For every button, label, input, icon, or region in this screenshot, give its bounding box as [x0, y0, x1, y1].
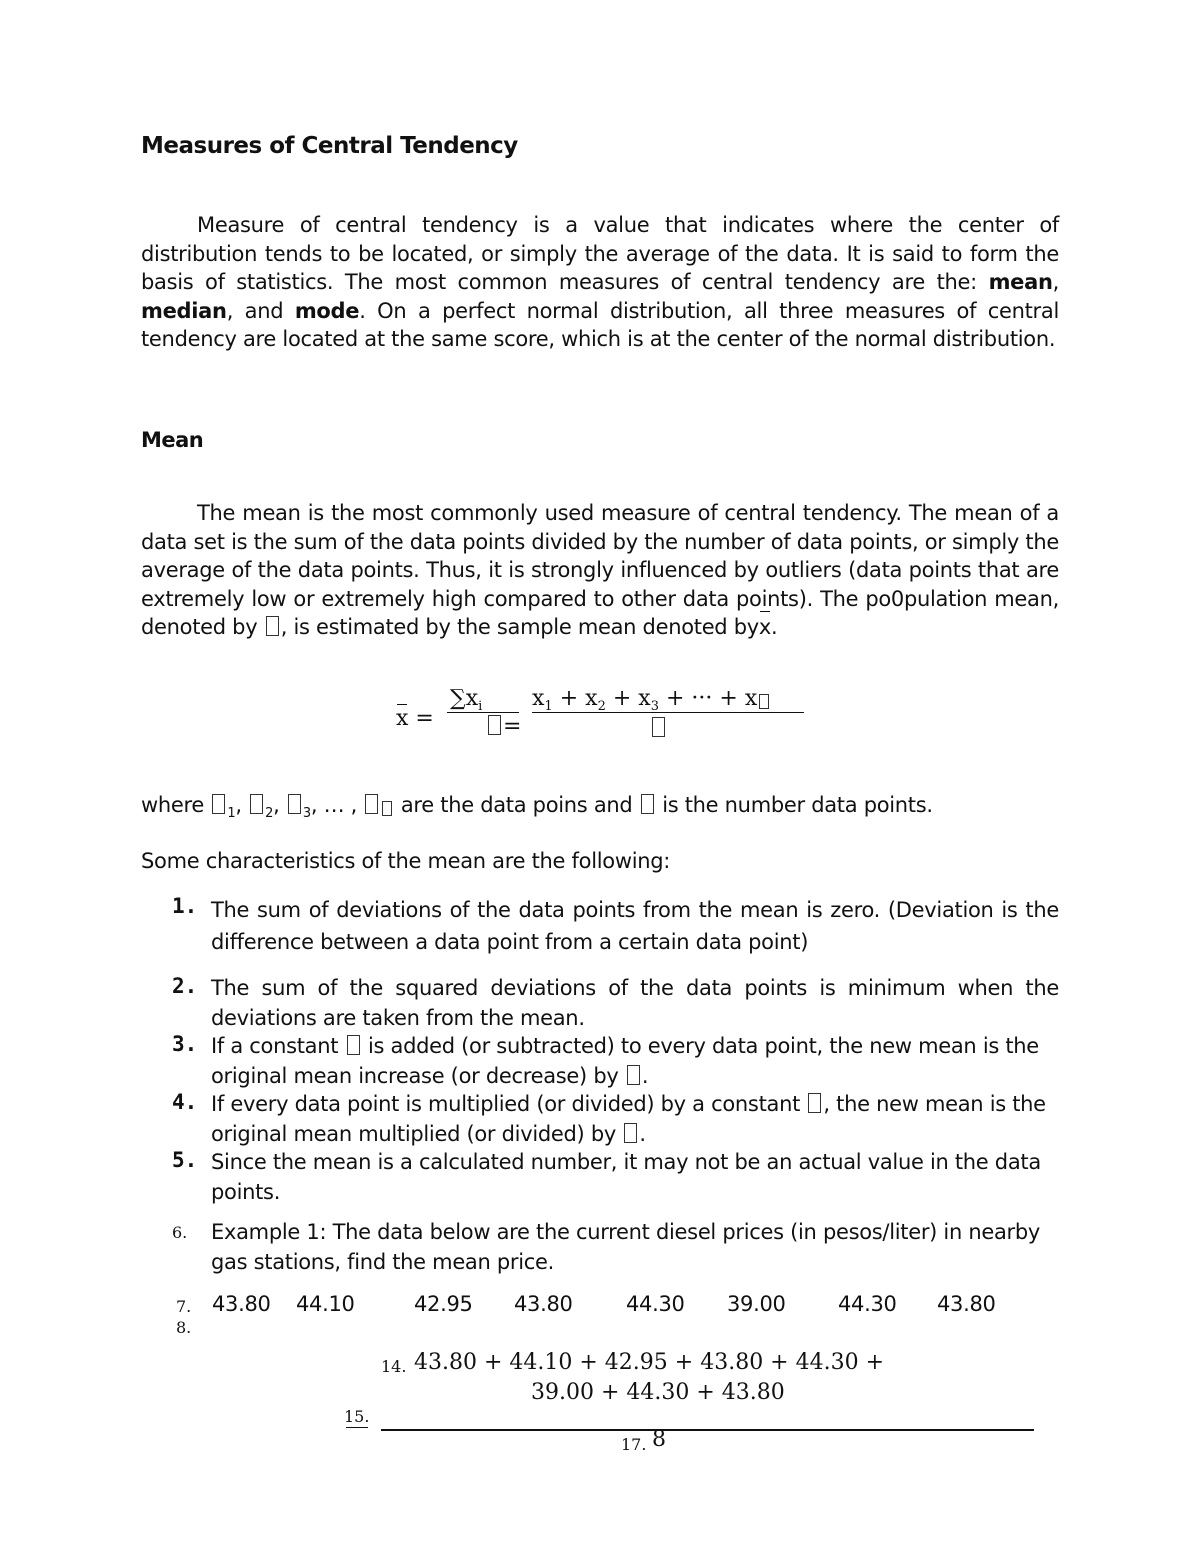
- formula-lhs: [396, 706, 434, 731]
- expanded-fraction-bar: [532, 712, 804, 713]
- mean-paragraph: [141, 499, 1059, 642]
- where-sub-3: 3: [302, 806, 311, 821]
- x3-term: x: [638, 686, 651, 711]
- list-text: [211, 1090, 1059, 1149]
- mean-text-2: , is estimated by the sample mean denoted by: [280, 615, 759, 640]
- list-4-text-b: , the new mean is the original mean multiplied (or divided) by: [211, 1092, 1046, 1146]
- x-box-1: [212, 794, 225, 814]
- list-item: [172, 1148, 1059, 1207]
- mean-heading: Mean: [141, 428, 204, 452]
- x1-term: x: [532, 686, 545, 711]
- xn-term: x: [744, 686, 758, 711]
- list-3-text-b: is added (or subtracted) to every data point, the new mean is the original mean increase (or decrease) by: [211, 1034, 1039, 1088]
- plus-2: +: [612, 686, 632, 711]
- list-text: The sum of the squared deviations of the data points is minimum when the deviations are taken from the mean.: [211, 976, 1059, 1030]
- price-value: 39.00: [727, 1292, 786, 1316]
- list-item: [172, 974, 1059, 1033]
- number-8: 8.: [176, 1318, 192, 1337]
- xn-sub-box: [382, 801, 392, 816]
- ellipsis: ···: [691, 686, 713, 711]
- formula-sum-numerator: [450, 686, 482, 714]
- mean-text-1: The mean is the most commonly used measure of central tendency. The mean of a data set is the sum of the data points divided by the number of data points, or simply the average of the data points. Thus, it is strongly influenced by outliers (data points that are extremely low or extremely high compared to other data points). The po0pulation mean, denoted by: [141, 501, 1059, 640]
- calc-denominator: 8: [652, 1427, 666, 1452]
- plus-1: +: [559, 686, 579, 711]
- intro-comma: ,: [1052, 270, 1059, 295]
- page-title: Measures of Central Tendency: [141, 133, 518, 159]
- plus-4: +: [719, 686, 738, 711]
- price-value: 43.80: [212, 1292, 271, 1316]
- calc-fraction-bar: [381, 1429, 1034, 1431]
- list-4-text-a: If every data point is multiplied (or divided) by a constant: [211, 1092, 807, 1116]
- list-number: 1.: [172, 894, 198, 918]
- median-term: median: [141, 298, 227, 323]
- price-value: 44.30: [838, 1292, 897, 1316]
- where-sub-2: 2: [265, 806, 274, 821]
- x2-term: x: [585, 686, 598, 711]
- n-box-where: [641, 794, 654, 814]
- x2-sub: 2: [597, 699, 606, 714]
- list-number: 4.: [172, 1090, 198, 1114]
- x-box-3: [288, 794, 301, 814]
- x-box-n: [365, 794, 378, 814]
- where-text-2: is the number data points.: [655, 793, 933, 817]
- formula-equals-2: =: [503, 714, 522, 739]
- where-ellipsis: , … ,: [310, 793, 358, 817]
- plus-3: +: [665, 686, 685, 711]
- list-item: [172, 894, 1059, 958]
- mean-text-end: .: [771, 615, 778, 640]
- list-item: [172, 1090, 1059, 1149]
- short-rule: [346, 1427, 368, 1428]
- sum-subscript: i: [478, 699, 483, 714]
- mu-symbol-box: [266, 616, 279, 636]
- where-text-1: are the data poins and: [394, 793, 639, 817]
- list-number: 5.: [172, 1148, 198, 1172]
- where-sub-1: 1: [227, 806, 236, 821]
- list-text: Since the mean is a calculated number, it may not be an actual value in the data points.: [211, 1150, 1041, 1204]
- calc-line-2: 39.00 + 44.30 + 43.80: [531, 1380, 785, 1405]
- list-number: 3.: [172, 1032, 198, 1056]
- sum-symbol: ∑x: [450, 686, 479, 711]
- list-item: [172, 1218, 1059, 1277]
- x1-sub: 1: [544, 699, 553, 714]
- list-text: Example 1: The data below are the current diesel prices (in pesos/liter) in nearby gas stations, find the mean price.: [211, 1220, 1041, 1274]
- formula-equals: =: [415, 706, 434, 731]
- n-subscript-box: [759, 694, 769, 709]
- price-value: 44.10: [296, 1292, 355, 1316]
- c-symbol-box-2: [627, 1065, 640, 1085]
- list-3-text-a: If a constant: [211, 1034, 345, 1058]
- mode-term: mode: [294, 298, 360, 323]
- formula-xbar: x: [396, 706, 409, 731]
- list-text: The sum of deviations of the data points from the mean is zero. (Deviation is the difference between a data point from a certain data point): [211, 898, 1059, 954]
- c-symbol-box: [347, 1035, 360, 1055]
- price-value: 44.30: [626, 1292, 685, 1316]
- intro-and: , and: [226, 298, 295, 323]
- where-word: where: [141, 793, 211, 817]
- intro-text-2: . On a perfect normal distribution, all three measures of central tendency are located at the same score, which is at the center of the normal distribution.: [141, 298, 1059, 352]
- mean-term: mean: [988, 270, 1053, 295]
- calc-number-15: 15.: [344, 1407, 370, 1426]
- where-line: where $_1$, $_2$, $_3$, … , are the data poins and is the number data points.: [141, 793, 933, 821]
- characteristics-intro: Some characteristics of the mean are the following:: [141, 849, 671, 873]
- x-box-2: [250, 794, 263, 814]
- c-symbol-box-4: [624, 1123, 637, 1143]
- expanded-numerator: [532, 686, 771, 714]
- intro-text-1: Measure of central tendency is a value that indicates where the center of distribution tends to be located, or simply the average of the data. It is said to form the basis of statistics. The most common measures of central tendency are the:: [141, 213, 1059, 295]
- calc-line-1: 43.80 + 44.10 + 42.95 + 43.80 + 44.30 +: [414, 1350, 885, 1375]
- n-symbol-box-2: [652, 717, 665, 737]
- price-value: 43.80: [514, 1292, 573, 1316]
- list-3-text-c: .: [641, 1063, 649, 1088]
- list-number: 6.: [172, 1223, 188, 1242]
- list-text: [211, 1032, 1059, 1091]
- c-symbol-box-3: [808, 1093, 821, 1113]
- list-4-text-c: .: [639, 1121, 646, 1146]
- list-number: 2.: [172, 974, 198, 998]
- calc-number-17: 17.: [621, 1435, 647, 1454]
- list-item: [172, 1032, 1059, 1091]
- prices-number: 7.: [176, 1297, 192, 1316]
- xbar-symbol: x: [759, 613, 771, 642]
- calc-number-14: 14.: [381, 1357, 407, 1376]
- x3-sub: 3: [650, 699, 659, 714]
- price-value: 42.95: [414, 1292, 473, 1316]
- sum-fraction-bar: [447, 712, 519, 713]
- intro-paragraph: [141, 211, 1059, 354]
- sum-denominator: [486, 714, 521, 739]
- n-symbol-box: [488, 715, 501, 735]
- price-value: 43.80: [937, 1292, 996, 1316]
- expanded-denominator: [650, 716, 667, 741]
